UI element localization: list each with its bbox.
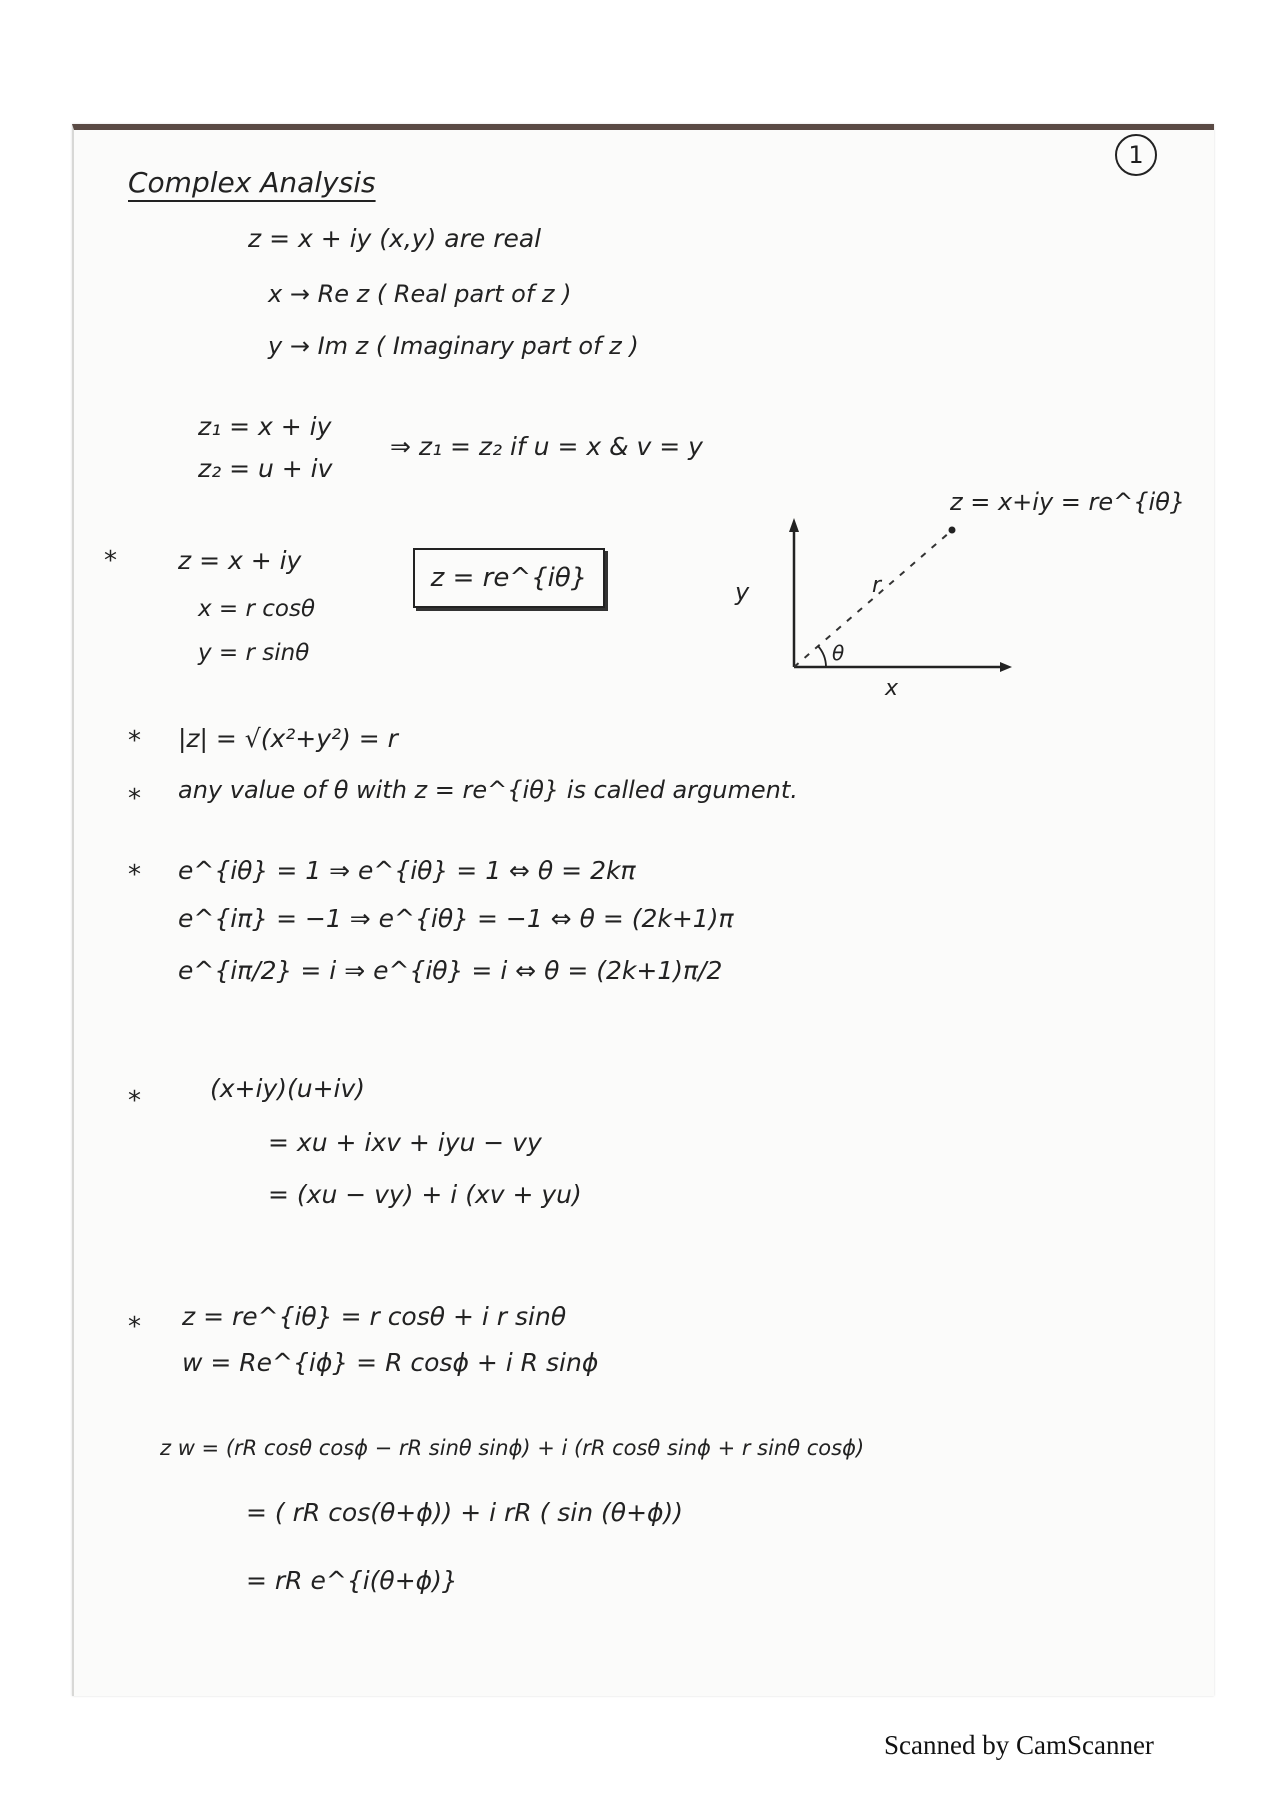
bullet-star: * <box>104 546 117 576</box>
polar-form-box: z = re^{iθ} <box>413 548 605 608</box>
radius-line <box>794 532 950 667</box>
page-number: 1 <box>1115 134 1157 176</box>
radius-label: r <box>872 573 882 598</box>
note-line: z = x + iy <box>178 546 302 575</box>
polar-product-line: = rR e^{i(θ+ϕ)} <box>246 1566 458 1595</box>
note-line: x = r cosθ <box>198 596 316 622</box>
note-line: z₂ = u + iv <box>198 454 333 483</box>
note-line: ⇒ z₁ = z₂ if u = x & v = y <box>390 432 703 461</box>
polar-product-line: w = Re^{iϕ} = R cosϕ + i R sinϕ <box>182 1348 599 1377</box>
note-line: x → Re z ( Real part of z ) <box>268 280 572 308</box>
x-axis-label: x <box>885 676 899 700</box>
bullet-star: * <box>128 726 141 756</box>
angle-arc <box>818 646 826 667</box>
modulus-line: |z| = √(x²+y²) = r <box>178 724 398 753</box>
bullet-star: * <box>128 784 141 814</box>
polar-product-line: = ( rR cos(θ+ϕ)) + i rR ( sin (θ+ϕ)) <box>246 1498 684 1527</box>
euler-identity: e^{iπ/2} = i ⇒ e^{iθ} = i ⇔ θ = (2k+1)π/2 <box>178 956 723 985</box>
euler-identity: e^{iθ} = 1 ⇒ e^{iθ} = 1 ⇔ θ = 2kπ <box>178 856 636 885</box>
note-line: y = r sinθ <box>198 640 310 666</box>
x-axis-arrow <box>1000 662 1012 672</box>
argand-diagram <box>700 470 1020 700</box>
product-line: (x+iy)(u+iv) <box>210 1074 366 1103</box>
note-line: y → Im z ( Imaginary part of z ) <box>268 332 639 360</box>
product-line: = xu + ixv + iyu − vy <box>268 1128 542 1157</box>
point-z <box>949 527 956 534</box>
polar-product-line: z w = (rR cosθ cosϕ − rR sinθ sinϕ) + i (rR cosθ sinϕ + r sinθ cosϕ) <box>160 1436 865 1460</box>
scanner-watermark: Scanned by CamScanner <box>884 1730 1154 1760</box>
bullet-star: * <box>128 1086 141 1116</box>
note-line: z = x + iy (x,y) are real <box>248 224 542 253</box>
euler-identity: e^{iπ} = −1 ⇒ e^{iθ} = −1 ⇔ θ = (2k+1)π <box>178 904 734 933</box>
argument-definition: any value of θ with z = re^{iθ} is called argument. <box>178 776 798 804</box>
polar-product-line: z = re^{iθ} = r cosθ + i r sinθ <box>182 1302 567 1331</box>
y-axis-arrow <box>789 518 799 532</box>
bullet-star: * <box>128 1312 141 1342</box>
y-axis-label: y <box>735 578 750 606</box>
product-line: = (xu − vy) + i (xv + yu) <box>268 1180 582 1209</box>
bullet-star: * <box>128 860 141 890</box>
polar-form-label: z = x+iy = re^{iθ} <box>950 488 1186 516</box>
angle-label: θ <box>832 641 845 665</box>
page-title: Complex Analysis <box>128 166 376 199</box>
note-line: z₁ = x + iy <box>198 412 332 441</box>
